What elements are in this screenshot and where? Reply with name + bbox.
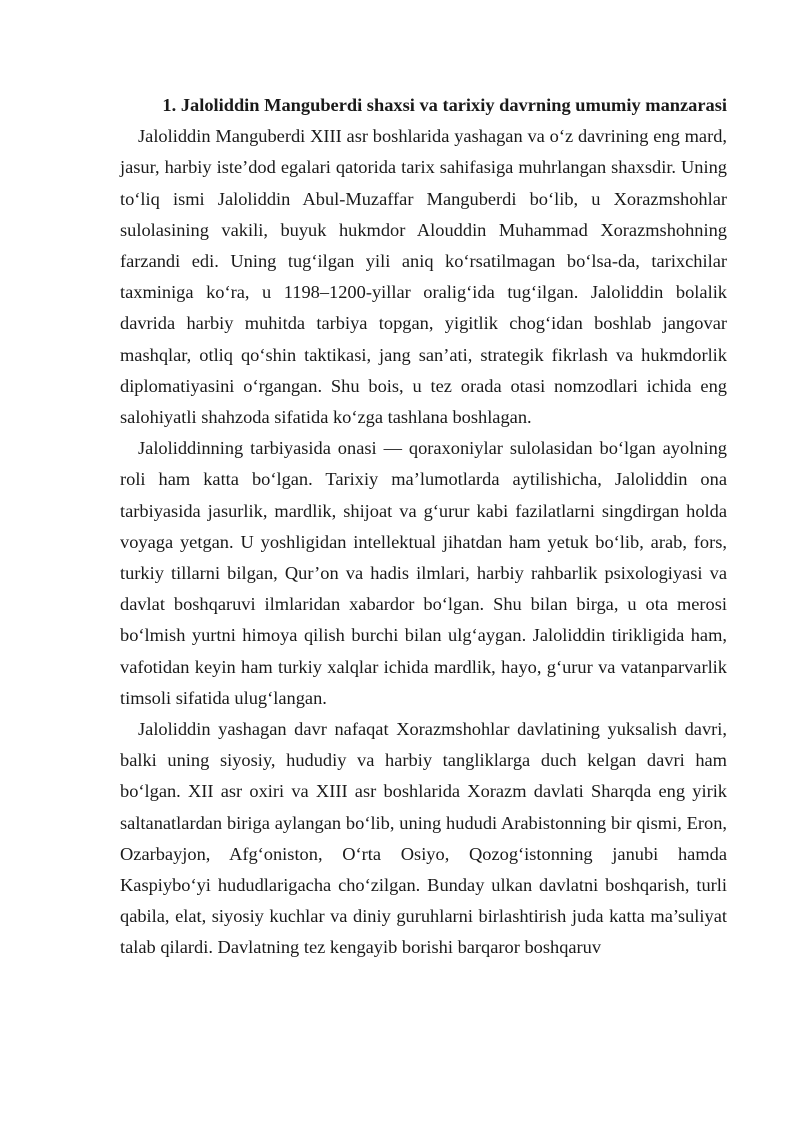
section-heading: 1. Jaloliddin Manguberdi shaxsi va tarixiy davrning umumiy manzarasi [162,95,727,115]
paragraph-2: Jaloliddinning tarbiyasida onasi — qoraxoniylar sulolasidan bo‘lgan ayolning roli ham katta bo‘lgan. Tarixiy ma’lumotlarda aytilishicha, Jaloliddin ona tarbiyasida jasurlik, mardlik, shijoat va g‘urur kabi fazilatlarni singdirgan holda voyaga yetgan. U yoshligidan intellektual jihatdan ham yetuk bo‘lib, arab, fors, turkiy tillarni bilgan, Qur’on va hadis ilmlari, harbiy rahbarlik psixologiyasi va davlat boshqaruvi ilmlaridan xabardor bo‘lgan. Shu bilan birga, u ota merosi bo‘lmish yurtni himoya qilish burchi bilan ulg‘aygan. Jaloliddin tirikligida ham, vafotidan keyin ham turkiy xalqlar ichida mardlik, hayo, g‘urur va vatanparvarlik timsoli sifatida ulug‘langan. [120,438,727,708]
paragraph-3: Jaloliddin yashagan davr nafaqat Xorazmshohlar davlatining yuksalish davri, balki uning siyosiy, hududiy va harbiy tangliklarga duch kelgan davri ham bo‘lgan. XII asr oxiri va XIII asr boshlarida Xorazm davlati Sharqda eng yirik saltanatlardan biriga aylangan bo‘lib, uning hududi Arabistonning bir qismi, Eron, Ozarbayjon, Afg‘oniston, O‘rta Osiyo, Qozog‘istonning janubi hamda Kaspiybo‘yi hududlarigacha cho‘zilgan. Bunday ulkan davlatni boshqarish, turli qabila, elat, siyosiy kuchlar va diniy guruhlarni birlashtirish juda katta ma’suliyat talab qilardi. Davlatning tez kengayib borishi barqaror boshqaruv [120,719,727,958]
paragraph-1: Jaloliddin Manguberdi XIII asr boshlarida yashagan va o‘z davrining eng mard, jasur, harbiy iste’dod egalari qatorida tarix sahifasiga muhrlangan shaxsdir. Uning to‘liq ismi Jaloliddin Abul-Muzaffar Manguberdi bo‘lib, u Xorazmshohlar sulolasining vakili, buyuk hukmdor Alouddin Muhammad Xorazmshohning farzandi edi. Uning tug‘ilgan yili aniq ko‘rsatilmagan bo‘lsa-da, tarixchilar taxminiga ko‘ra, u 1198–1200-yillar oralig‘ida tug‘ilgan. Jaloliddin bolalik davrida harbiy muhitda tarbiya topgan, yigitlik chog‘idan boshlab jangovar mashqlar, otliq qo‘shin taktikasi, jang san’ati, strategik fikrlash va hukmdorlik diplomatiyasini o‘rgangan. Shu bois, u tez orada otasi nomzodlari ichida eng salohiyatli shahzoda sifatida ko‘zga tashlana boshlagan. [120,126,727,428]
document-page [120,90,727,964]
